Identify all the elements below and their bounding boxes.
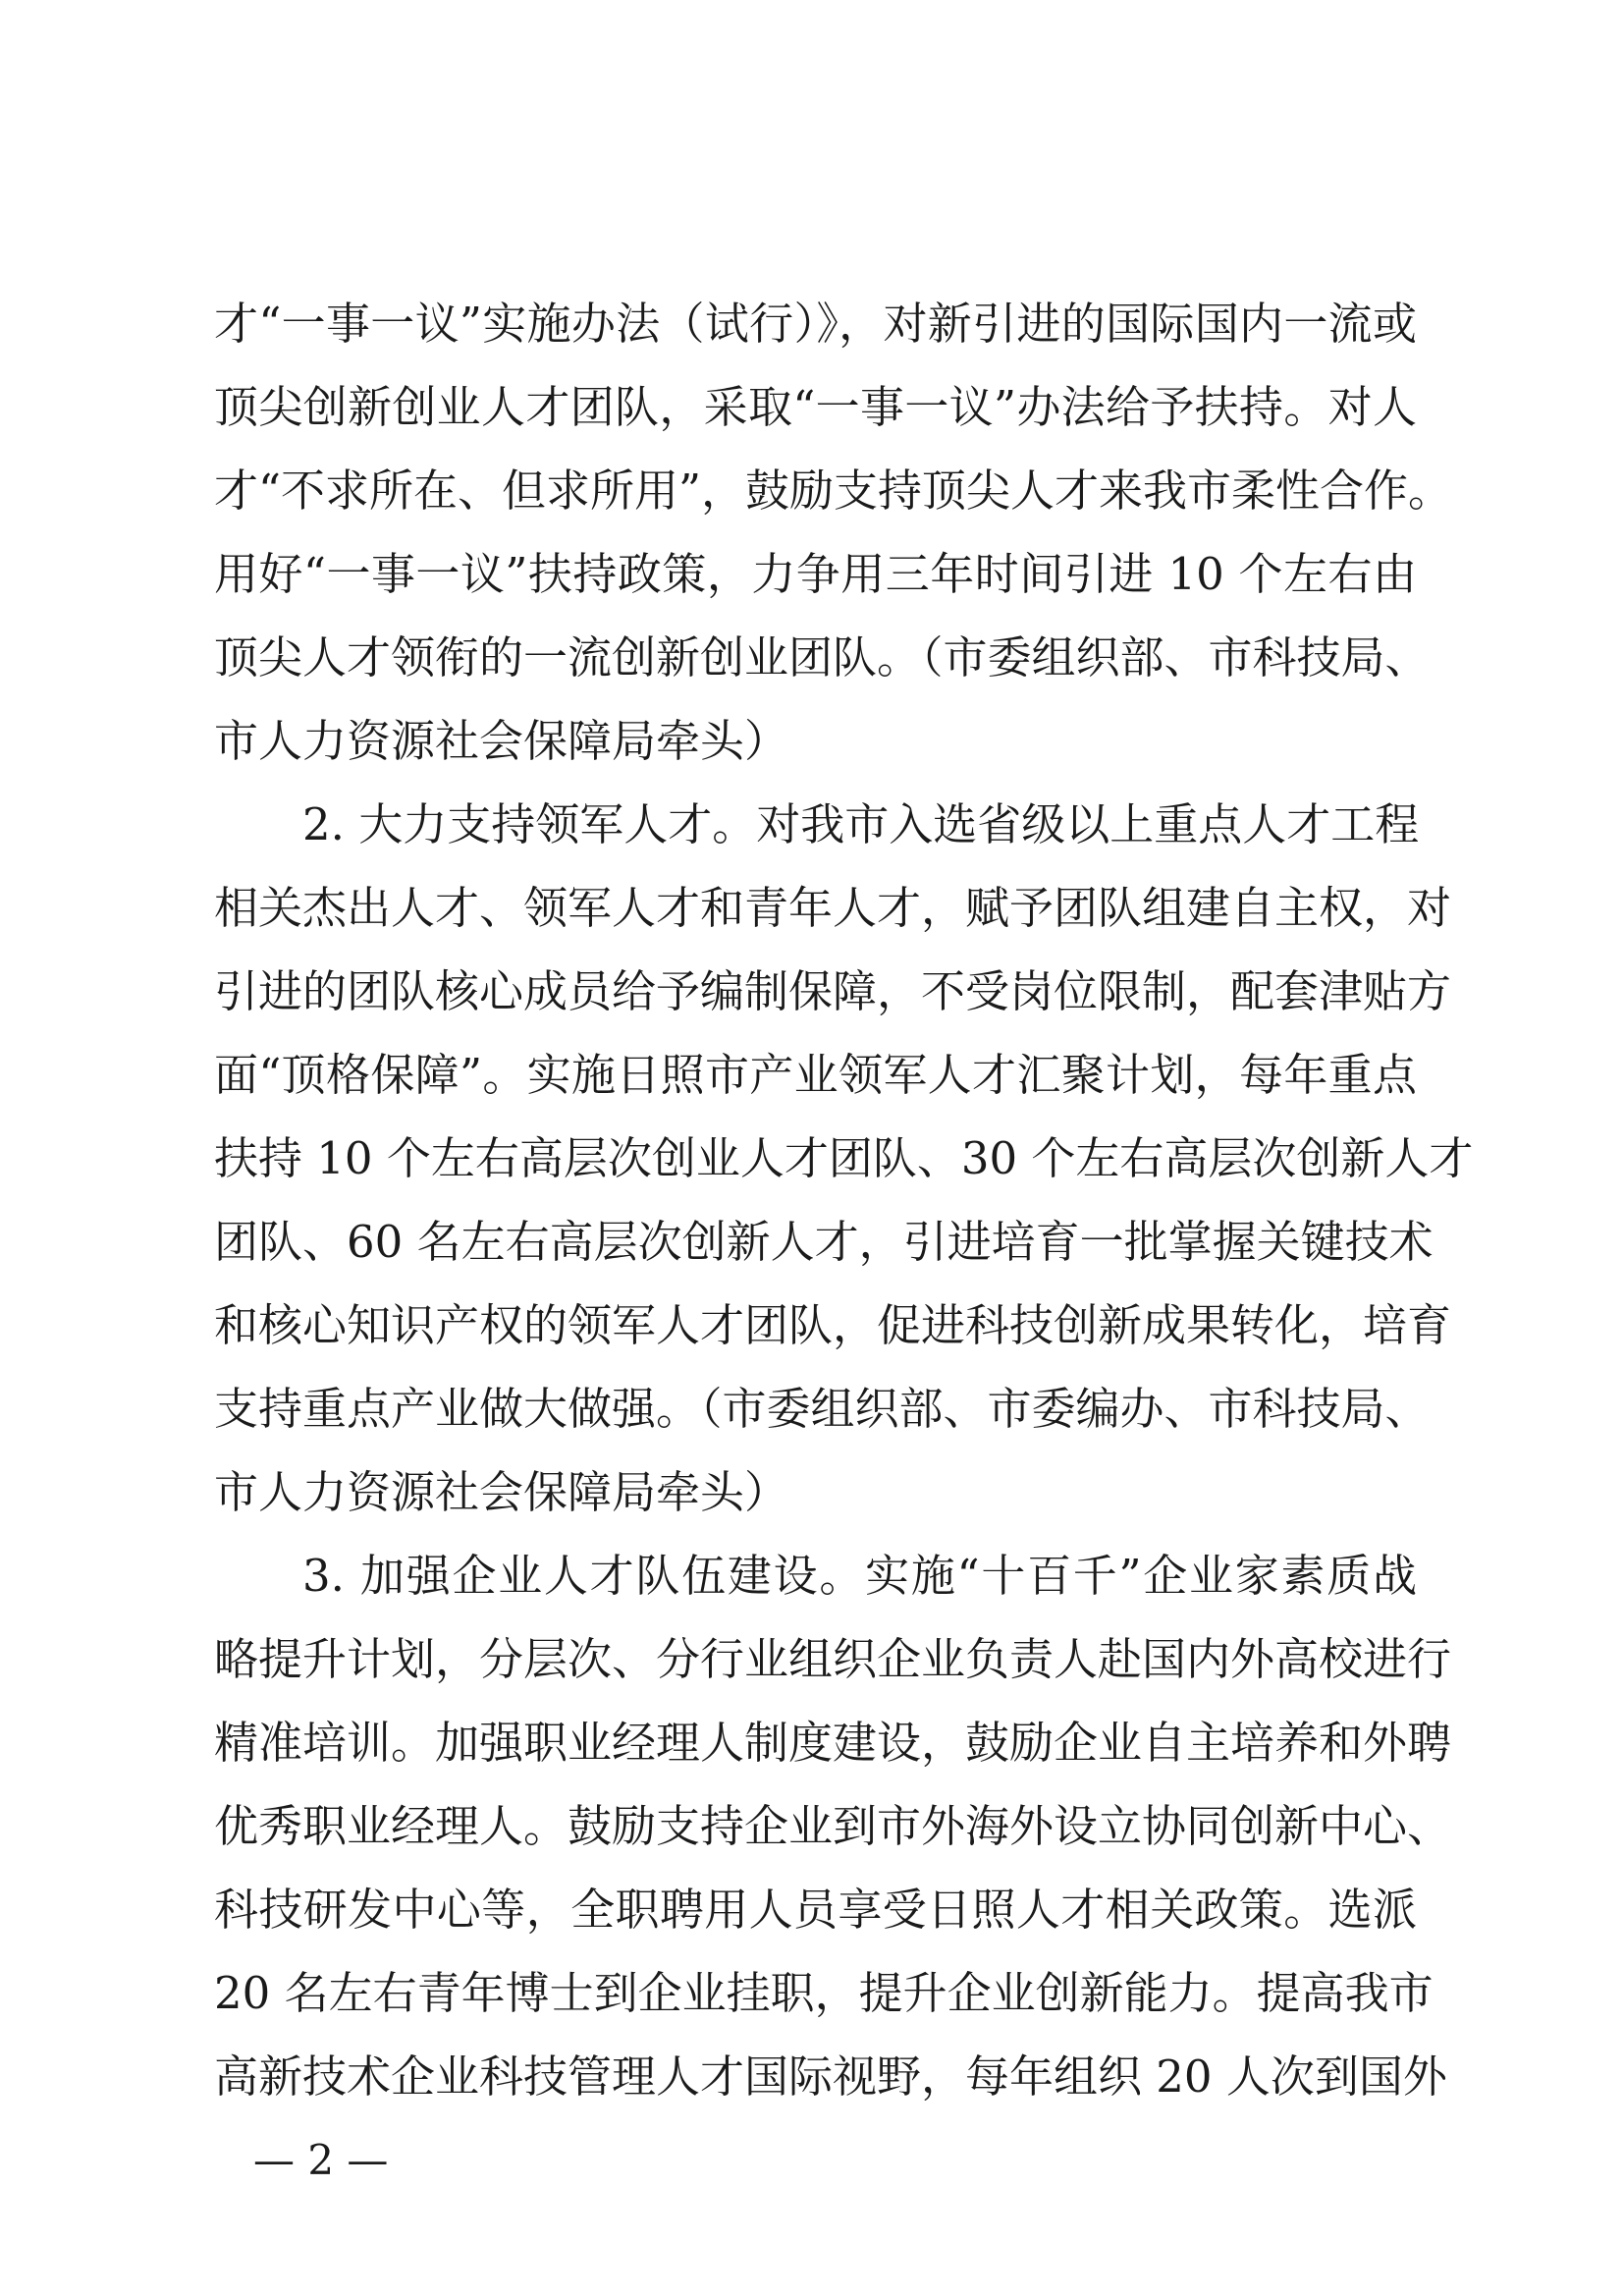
text-line: 顶尖创新创业人才团队，采取“一事一议”办法给予扶持。对人 bbox=[214, 381, 1417, 433]
text-line: 高新技术企业科技管理人才国际视野，每年组织 20 人次到国外 bbox=[214, 2050, 1447, 2103]
text-line: 引进的团队核心成员给予编制保障，不受岗位限制，配套津贴方 bbox=[214, 965, 1452, 1017]
text-line: 才“一事一议”实施办法（试行）》，对新引进的国际国内一流或 bbox=[214, 298, 1417, 350]
text-line: 面“顶格保障”。实施日照市产业领军人才汇聚计划，每年重点 bbox=[214, 1049, 1417, 1101]
section-heading-line: 3. 加强企业人才队伍建设。实施“十百千”企业家素质战 bbox=[302, 1550, 1417, 1602]
text-line: 团队、60 名左右高层次创新人才，引进培育一批掌握关键技术 bbox=[214, 1216, 1434, 1268]
text-line: 精准培训。加强职业经理人制度建设，鼓励企业自主培养和外聘 bbox=[214, 1717, 1452, 1769]
text-line: 相关杰出人才、领军人才和青年人才，赋予团队组建自主权，对 bbox=[214, 882, 1452, 934]
text-line: 科技研发中心等，全职聘用人员享受日照人才相关政策。选派 bbox=[214, 1884, 1417, 1936]
text-line: 用好“一事一议”扶持政策，力争用三年时间引进 10 个左右由 bbox=[214, 548, 1417, 600]
section-heading-line: 2. 大力支持领军人才。对我市入选省级以上重点人才工程 bbox=[302, 798, 1420, 850]
text-line: 略提升计划，分层次、分行业组织企业负责人赴国内外高校进行 bbox=[214, 1633, 1452, 1685]
text-line: 和核心知识产权的领军人才团队，促进科技创新成果转化，培育 bbox=[214, 1299, 1452, 1351]
text-line: 顶尖人才领衔的一流创新创业团队。（市委组织部、市科技局、 bbox=[214, 631, 1430, 683]
text-line: 优秀职业经理人。鼓励支持企业到市外海外设立协同创新中心、 bbox=[214, 1800, 1452, 1852]
text-line: 市人力资源社会保障局牵头） bbox=[214, 715, 789, 767]
text-line: 才“不求所在、但求所用”，鼓励支持顶尖人才来我市柔性合作。 bbox=[214, 465, 1453, 517]
text-line: 支持重点产业做大做强。（市委组织部、市委编办、市科技局、 bbox=[214, 1383, 1430, 1435]
page-number: — 2 — bbox=[253, 2136, 389, 2184]
text-line: 20 名左右青年博士到企业挂职，提升企业创新能力。提高我市 bbox=[214, 1967, 1434, 2019]
text-line: 市人力资源社会保障局牵头） bbox=[214, 1466, 789, 1518]
text-line: 扶持 10 个左右高层次创业人才团队、30 个左右高层次创新人才 bbox=[214, 1132, 1474, 1184]
